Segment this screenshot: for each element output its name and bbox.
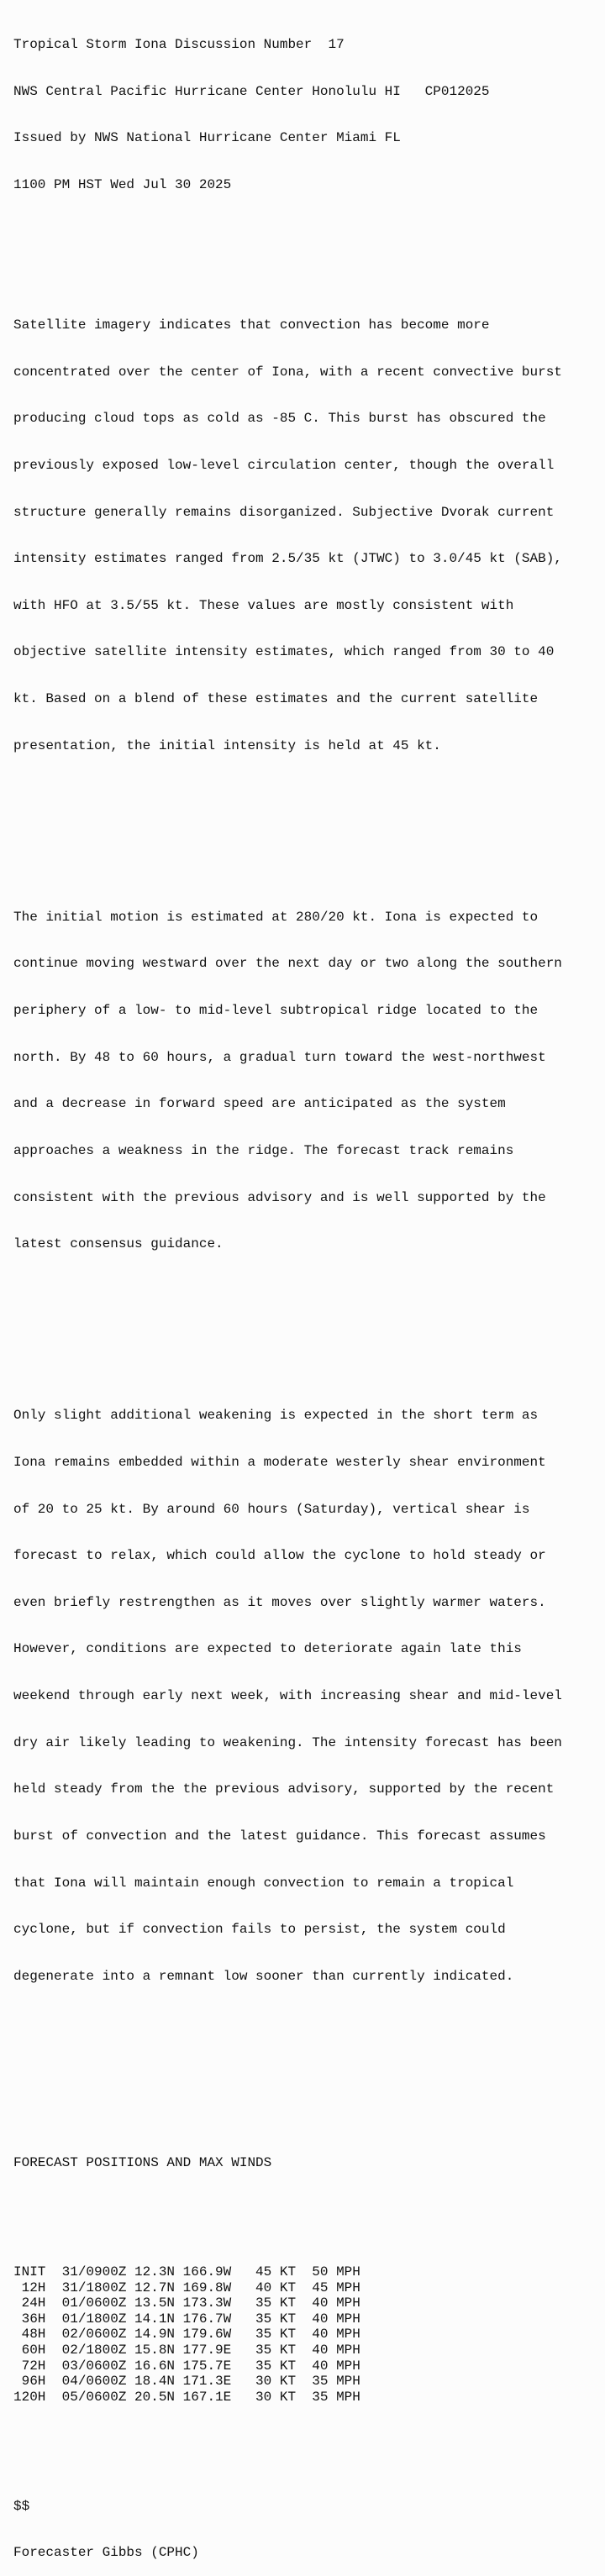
- forecast-row: INIT 31/0900Z 12.3N 166.9W 45 KT 50 MPH: [13, 2264, 360, 2280]
- text-line: of 20 to 25 kt. By around 60 hours (Saturday), vertical shear is: [13, 1501, 530, 1517]
- text-line: burst of convection and the latest guidance. This forecast assumes: [13, 1828, 546, 1844]
- forecast-row: 72H 03/0600Z 16.6N 175.7E 35 KT 40 MPH: [13, 2358, 360, 2374]
- text-line: weekend through early next week, with increasing shear and mid-level: [13, 1688, 562, 1704]
- text-line: latest consensus guidance.: [13, 1236, 224, 1252]
- spacer: [13, 816, 605, 832]
- text-line: kt. Based on a blend of these estimates and the current satellite: [13, 691, 539, 707]
- text-line: producing cloud tops as cold as -85 C. This burst has obscured the: [13, 411, 546, 427]
- issue-time: 1100 PM HST Wed Jul 30 2025: [13, 177, 232, 193]
- text-line: with HFO at 3.5/55 kt. These values are mostly consistent with: [13, 597, 514, 613]
- forecast-row: 60H 02/1800Z 15.8N 177.9E 35 KT 40 MPH: [13, 2343, 360, 2358]
- text-line: and a decrease in forward speed are anticipated as the system: [13, 1096, 506, 1112]
- text-line: Only slight additional weakening is expected in the short term as: [13, 1408, 539, 1424]
- spacer: [13, 2452, 605, 2468]
- spacer: [13, 2202, 605, 2218]
- forecast-row: 120H 05/0600Z 20.5N 167.1E 30 KT 35 MPH: [13, 2389, 360, 2405]
- spacer: [13, 2093, 605, 2109]
- text-line: However, conditions are expected to deteriorate again late this: [13, 1641, 522, 1657]
- text-line: consistent with the previous advisory and is well supported by the: [13, 1189, 546, 1205]
- text-line: periphery of a low- to mid-level subtropical ridge located to the: [13, 1003, 539, 1018]
- text-line: that Iona will maintain enough convection to remain a tropical: [13, 1875, 514, 1891]
- spacer: [13, 2047, 605, 2063]
- paragraph-motion: [13, 879, 605, 1283]
- discussion-title: Tropical Storm Iona Discussion Number 17: [13, 37, 345, 53]
- issuing-office: NWS Central Pacific Hurricane Center Honolulu HI CP012025: [13, 83, 490, 99]
- text-line: north. By 48 to 60 hours, a gradual turn toward the west-northwest: [13, 1049, 546, 1065]
- text-line: dry air likely leading to weakening. The intensity forecast has been: [13, 1734, 562, 1750]
- text-line: Satellite imagery indicates that convection has become more: [13, 317, 490, 333]
- text-line: structure generally remains disorganized. Subjective Dvorak current: [13, 504, 555, 520]
- forecast-row: 12H 31/1800Z 12.7N 169.8W 40 KT 45 MPH: [13, 2280, 360, 2295]
- text-line: cyclone, but if convection fails to persist, the system could: [13, 1922, 506, 1938]
- forecaster-signature: Forecaster Gibbs (CPHC): [13, 2545, 199, 2561]
- product-terminator: $$: [13, 2498, 30, 2514]
- spacer: [13, 224, 605, 240]
- text-line: approaches a weakness in the ridge. The forecast track remains: [13, 1142, 514, 1158]
- text-line: held steady from the the previous advisory, supported by the recent: [13, 1781, 555, 1797]
- text-line: presentation, the initial intensity is held at 45 kt.: [13, 737, 441, 753]
- forecast-row: 96H 04/0600Z 18.4N 171.3E 30 KT 35 MPH: [13, 2374, 360, 2390]
- text-line: previously exposed low-level circulation center, though the overall: [13, 457, 555, 473]
- text-line: intensity estimates ranged from 2.5/35 kt (JTWC) to 3.0/45 kt (SAB),: [13, 551, 562, 567]
- paragraph-intensity: [13, 1377, 605, 2015]
- forecast-row: 36H 01/1800Z 14.1N 176.7W 35 KT 40 MPH: [13, 2311, 360, 2327]
- forecast-heading: FORECAST POSITIONS AND MAX WINDS: [13, 2155, 272, 2171]
- text-line: degenerate into a remnant low sooner than currently indicated.: [13, 1968, 514, 1984]
- forecast-row: 24H 01/0600Z 13.5N 173.3W 35 KT 40 MPH: [13, 2295, 360, 2311]
- text-line: The initial motion is estimated at 280/20 kt. Iona is expected to: [13, 909, 539, 925]
- paragraph-satellite: [13, 286, 605, 785]
- text-line: even briefly restrengthen as it moves over slightly warmer waters.: [13, 1594, 546, 1610]
- text-line: Iona remains embedded within a moderate westerly shear environment: [13, 1454, 546, 1470]
- issued-by: Issued by NWS National Hurricane Center Miami FL: [13, 130, 401, 146]
- text-line: concentrated over the center of Iona, with a recent convective burst: [13, 364, 562, 380]
- forecast-row: 48H 02/0600Z 14.9N 179.6W 35 KT 40 MPH: [13, 2327, 360, 2343]
- spacer: [13, 1314, 605, 1330]
- forecast-table: [13, 2264, 605, 2405]
- text-line: objective satellite intensity estimates, which ranged from 30 to 40: [13, 644, 555, 660]
- text-line: continue moving westward over the next day or two along the southern: [13, 956, 562, 972]
- text-line: forecast to relax, which could allow the cyclone to hold steady or: [13, 1548, 546, 1564]
